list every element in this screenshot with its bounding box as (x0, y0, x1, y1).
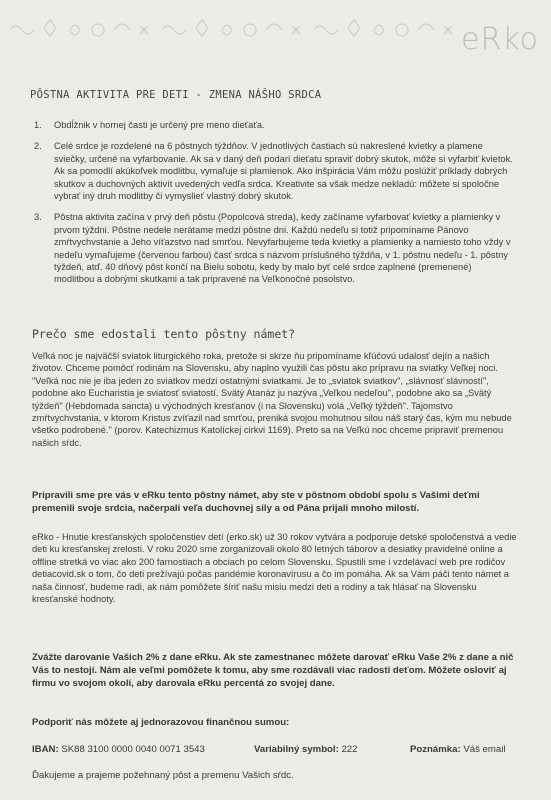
donation-paragraph: Zvážte darovanie Vašich 2% z dane eRku. Ak ste zamestnanec môžete darovať eRku Vaše 2% z dane a nič Vás to nestojí. Nám ale veľmi pomôžete k tomu, aby sme rozdávali viac radosti deťom. Môžete osloviť aj firmu vo svojom okolí, aby darovala eRku percentá zo svojej dane. (32, 652, 514, 689)
closing-line: Ďakujeme a prajeme požehnaný pôst a premenu Vašich sŕdc. (32, 770, 294, 781)
list-text: Pôstna aktivita začína v prvý deň pôstu (Popolcová streda), kedy začíname vyfarbovať kvietky a plamienky v prvom týždni. Pôstne nedele nerátame medzi pôstne dni. Každú nedeľu si totiž pripomíname Pánovo zmŕtvychvstanie a Jeho víťazstvo nad smrťou. Nevyfarbujeme teda kvietky a plamienky a namiesto toho vždy v nedeľu vymaľujeme (červenou farbou) časť srdca s názvom príslušného týždňa, v 1. pôstnu nedeľu - 1. pôstny týždeň, atď. 40 dňový pôst končí na Bielu sobotu, kedy by malo byť celé srdce zaplnené (premenené) modlitbou a dobrými skutkami a tak pripravené na Veľkonočné posolstvo. (54, 212, 511, 285)
intro-paragraph: Veľká noc je najväčší sviatok liturgického roka, pretože si skrze ňu pripomíname kľúčovú udalosť dejín a našich životov. Chceme pomôcť rodinám na Slovensku, aby naplno využili čas pôstu ako prípravu na sviatky Veľkej noci. "Veľká noc nie je iba jeden zo sviatkov medzi ostatnými sviatkami. Je to „sviatok sviatkov", „slávnosť slávností", podobne ako Eucharistia je sviatosť sviatostí. Svätý Atanáz ju nazýva „Veľkou nedeľou", podobne ako sa „Svätý týždeň" (Hebdomada sancta) u východných kresťanov (i na Slovensku) volá „Veľký týždeň". Tajomstvo zmŕtvychvstania, v ktorom Kristus zvíťazil nad smrťou, preniká svojou mohutnou silou náš starý čas, kým mu nebude všetko podrobené." (porov. Katechizmus Katolíckej cirkvi 1169). Preto sa na Veľkú noc chceme pripraviť premenou našich sŕdc. (32, 351, 512, 448)
iban-label: IBAN: (32, 744, 59, 755)
instructions-list (34, 119, 514, 295)
about-paragraph: eRko - Hnutie kresťanských spoločenstiev detí (erko.sk) už 30 rokov vytvára a podporuje detské spoločenstvá a vedie deti ku kresťanskej zrelosti. V roku 2020 sme zorganizovali okolo 80 letných táborov a desiatky pravidelné online a offline stretká vo viac ako 200 farnostiach a obciach po celom Slovensku. Spustili sme i vzdelávací web pre rodičov detiacovid.sk o tom, čo deti prežívajú počas pandémie koronavírusu a čo im pomáha. Ak sa Vám páči tento námet a naša činnosť, budeme radi, ak nám pomôžete šíriť našu misiu medzi deti a rodiny a tak hlásať na Slovensku kresťanské hodnoty. (32, 532, 517, 605)
vs-value: 222 (341, 744, 358, 755)
list-text: Obdĺžnik v hornej časti je určený pre meno dieťaťa. (54, 120, 265, 130)
list-number: 3. (34, 212, 42, 223)
note-label: Poznámka: (410, 744, 461, 755)
highlight-paragraph: Pripravili sme pre vás v eRku tento pôstny námet, aby ste v pôstnom období spolu s Vašimi deťmi premenili svoje srdcia, načerpali veľa duchovnej sily a od Pána prijali mnoho milostí. (32, 490, 480, 514)
note-value: Váš email (463, 744, 506, 755)
note (410, 744, 505, 755)
list-item (34, 140, 514, 202)
erko-logo: eRko (461, 22, 539, 57)
list-item (34, 211, 514, 285)
page-title: PÔSTNA AKTIVITA PRE DETI - ZMENA NÁŠHO SRDCA (30, 89, 322, 101)
list-item (34, 119, 514, 131)
iban-value: SK88 3100 0000 0040 0071 3543 (61, 744, 205, 755)
list-number: 1. (34, 120, 42, 130)
iban (32, 744, 205, 755)
support-line: Podporiť nás môžete aj jednorazovou finančnou sumou: (32, 717, 290, 728)
section-heading: Prečo sme edostali tento pôstny námet? (32, 327, 296, 341)
list-text: Celé srdce je rozdelené na 6 pôstnych týždňov. V jednotlivých častiach sú nakreslené kvietky a plamene sviečky, určené na vyfarbovanie. Ak sa v daný deň podarí dieťatu spraviť dobrý skutok, môže si vyfarbiť kvietok. Ak sa pomodlí akúkoľvek modlitbu, vymaľuje si plamienok. Ako inšpirácia Vám môžu poslúžiť príklady dobrých skutkov a duchovných aktivít uvedených vedľa srdca. Kreativite sa však medze nekladú: môžete si spoločne vybrať iný druh modlitby či vymyslieť vlastný dobrý skutok. (54, 141, 513, 202)
vs-label: Variabilný symbol: (254, 744, 339, 755)
list-number: 2. (34, 141, 42, 152)
variable-symbol (254, 744, 357, 755)
